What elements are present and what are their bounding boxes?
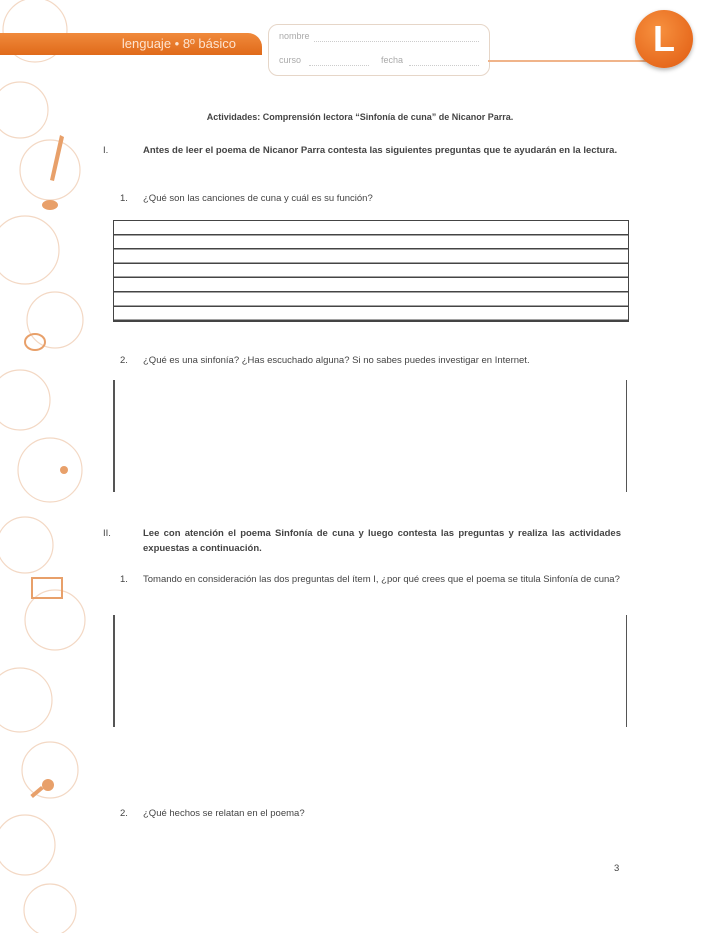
speech-bubble-icon bbox=[25, 334, 45, 350]
question-number: 2. bbox=[120, 808, 128, 819]
answer-area-left-border bbox=[113, 380, 115, 492]
date-field[interactable] bbox=[409, 65, 479, 66]
comma-icon bbox=[60, 466, 68, 474]
subject-label: lenguaje • 8º básico bbox=[121, 36, 236, 51]
section-numeral: I. bbox=[103, 145, 109, 156]
answer-area-right-border bbox=[626, 380, 628, 492]
answer-lines-box[interactable] bbox=[113, 220, 629, 322]
name-label: nombre bbox=[279, 31, 310, 41]
section-instruction: Lee con atención el poema Sinfonía de cuna y luego contesta las preguntas y realiza las actividades expuestas a continuación. bbox=[143, 528, 621, 554]
question-text: Tomando en consideración las dos preguntas del ítem I, ¿por qué crees que el poema se titula Sinfonía de cuna? bbox=[143, 574, 620, 585]
answer-area[interactable] bbox=[113, 380, 627, 492]
question-text: ¿Qué es una sinfonía? ¿Has escuchado alguna? Si no sabes puedes investigar en Internet. bbox=[143, 355, 530, 366]
question-text: ¿Qué hechos se relatan en el poema? bbox=[143, 808, 305, 819]
section-instruction: Antes de leer el poema de Nicanor Parra contesta las siguientes preguntas que te ayudarán en la lectura. bbox=[143, 145, 618, 156]
subject-logo: L bbox=[635, 10, 693, 68]
student-info-form bbox=[268, 24, 490, 76]
book-icon bbox=[32, 578, 62, 598]
answer-area[interactable] bbox=[113, 615, 627, 727]
subject-banner bbox=[0, 33, 262, 55]
page-title: Actividades: Comprensión lectora “Sinfonía de cuna” de Nicanor Parra. bbox=[206, 112, 514, 122]
page-number: 3 bbox=[614, 863, 620, 874]
question-number: 1. bbox=[120, 193, 128, 204]
microphone-icon bbox=[42, 779, 54, 791]
question-text: ¿Qué son las canciones de cuna y cuál es su función? bbox=[143, 193, 373, 204]
bell-icon bbox=[42, 200, 58, 210]
pen-icon bbox=[50, 135, 64, 181]
answer-area-right-border bbox=[626, 615, 628, 727]
answer-area-left-border bbox=[113, 615, 115, 727]
date-label: fecha bbox=[381, 55, 404, 65]
header-rule bbox=[488, 60, 648, 62]
decorative-swirl-border bbox=[0, 0, 90, 933]
section-numeral: II. bbox=[103, 528, 111, 539]
name-field[interactable] bbox=[314, 41, 479, 42]
course-label: curso bbox=[279, 55, 302, 65]
question-number: 2. bbox=[120, 355, 128, 366]
question-number: 1. bbox=[120, 574, 128, 585]
course-field[interactable] bbox=[309, 65, 369, 66]
